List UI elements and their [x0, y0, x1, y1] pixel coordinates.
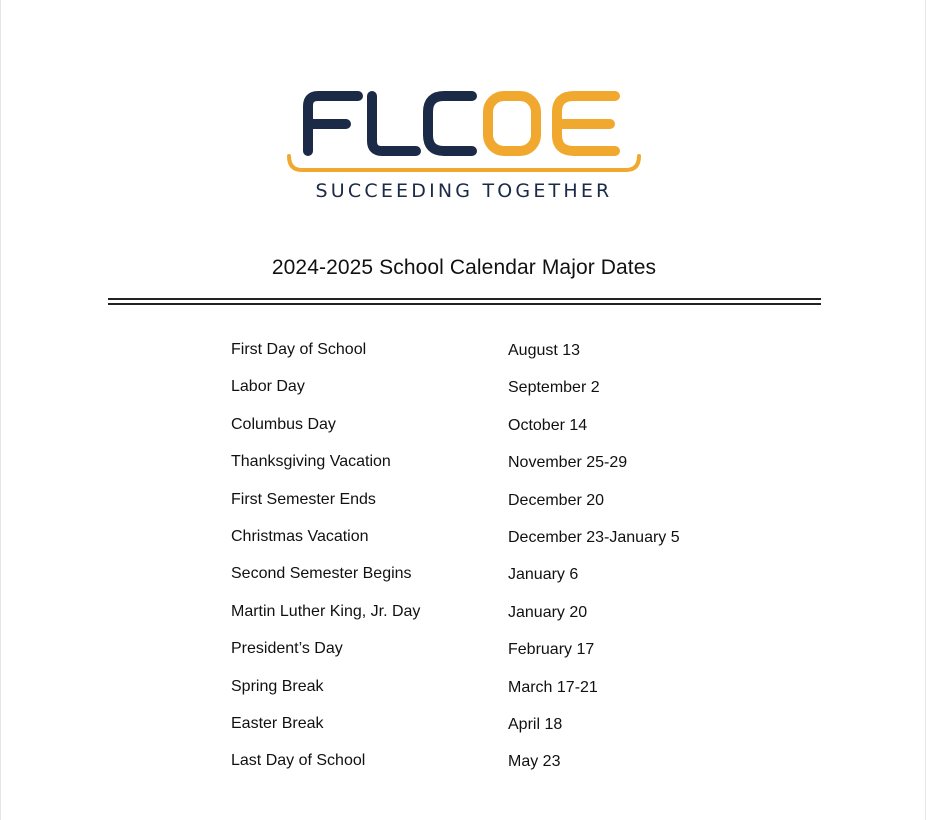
event-date: November 25-29	[508, 454, 628, 472]
date-row	[231, 412, 791, 449]
event-date: February 17	[508, 641, 595, 659]
event-name: Spring Break	[231, 677, 324, 695]
event-date: January 20	[508, 603, 588, 621]
event-name: First Day of School	[231, 341, 367, 358]
date-row	[231, 337, 791, 374]
event-date: September 2	[508, 379, 600, 397]
date-row	[231, 711, 791, 748]
event-date: October 14	[508, 416, 588, 434]
event-date: August 13	[508, 342, 581, 359]
date-row	[231, 561, 791, 598]
event-date: December 23-January 5	[508, 528, 680, 546]
event-name: Columbus Day	[231, 415, 336, 433]
logo-tagline: SUCCEEDING TOGETHER	[315, 180, 613, 202]
document-title: 2024-2025 School Calendar Major Dates	[271, 256, 657, 279]
date-row	[231, 524, 791, 561]
event-date: January 6	[508, 566, 579, 584]
title-divider-top	[108, 298, 821, 300]
event-date: December 20	[508, 491, 605, 509]
event-date: May 23	[508, 753, 561, 771]
event-name: Thanksgiving Vacation	[231, 453, 391, 471]
event-name: Martin Luther King, Jr. Day	[231, 602, 421, 620]
date-row	[231, 449, 791, 486]
event-name: Christmas Vacation	[231, 527, 369, 545]
date-row	[231, 674, 791, 711]
title-divider-bottom	[108, 303, 821, 305]
date-row	[231, 599, 791, 636]
event-date: April 18	[508, 715, 563, 733]
major-dates-list	[231, 337, 791, 786]
event-name: Easter Break	[231, 714, 324, 732]
event-name: President’s Day	[231, 640, 343, 658]
date-row	[231, 487, 791, 524]
event-date: March 17-21	[508, 678, 598, 696]
event-name: First Semester Ends	[231, 490, 376, 508]
event-name: Second Semester Begins	[231, 565, 412, 583]
date-row	[231, 748, 791, 785]
event-name: Last Day of School	[231, 752, 366, 770]
date-row	[231, 374, 791, 411]
date-row	[231, 636, 791, 673]
event-name: Labor Day	[231, 378, 305, 396]
